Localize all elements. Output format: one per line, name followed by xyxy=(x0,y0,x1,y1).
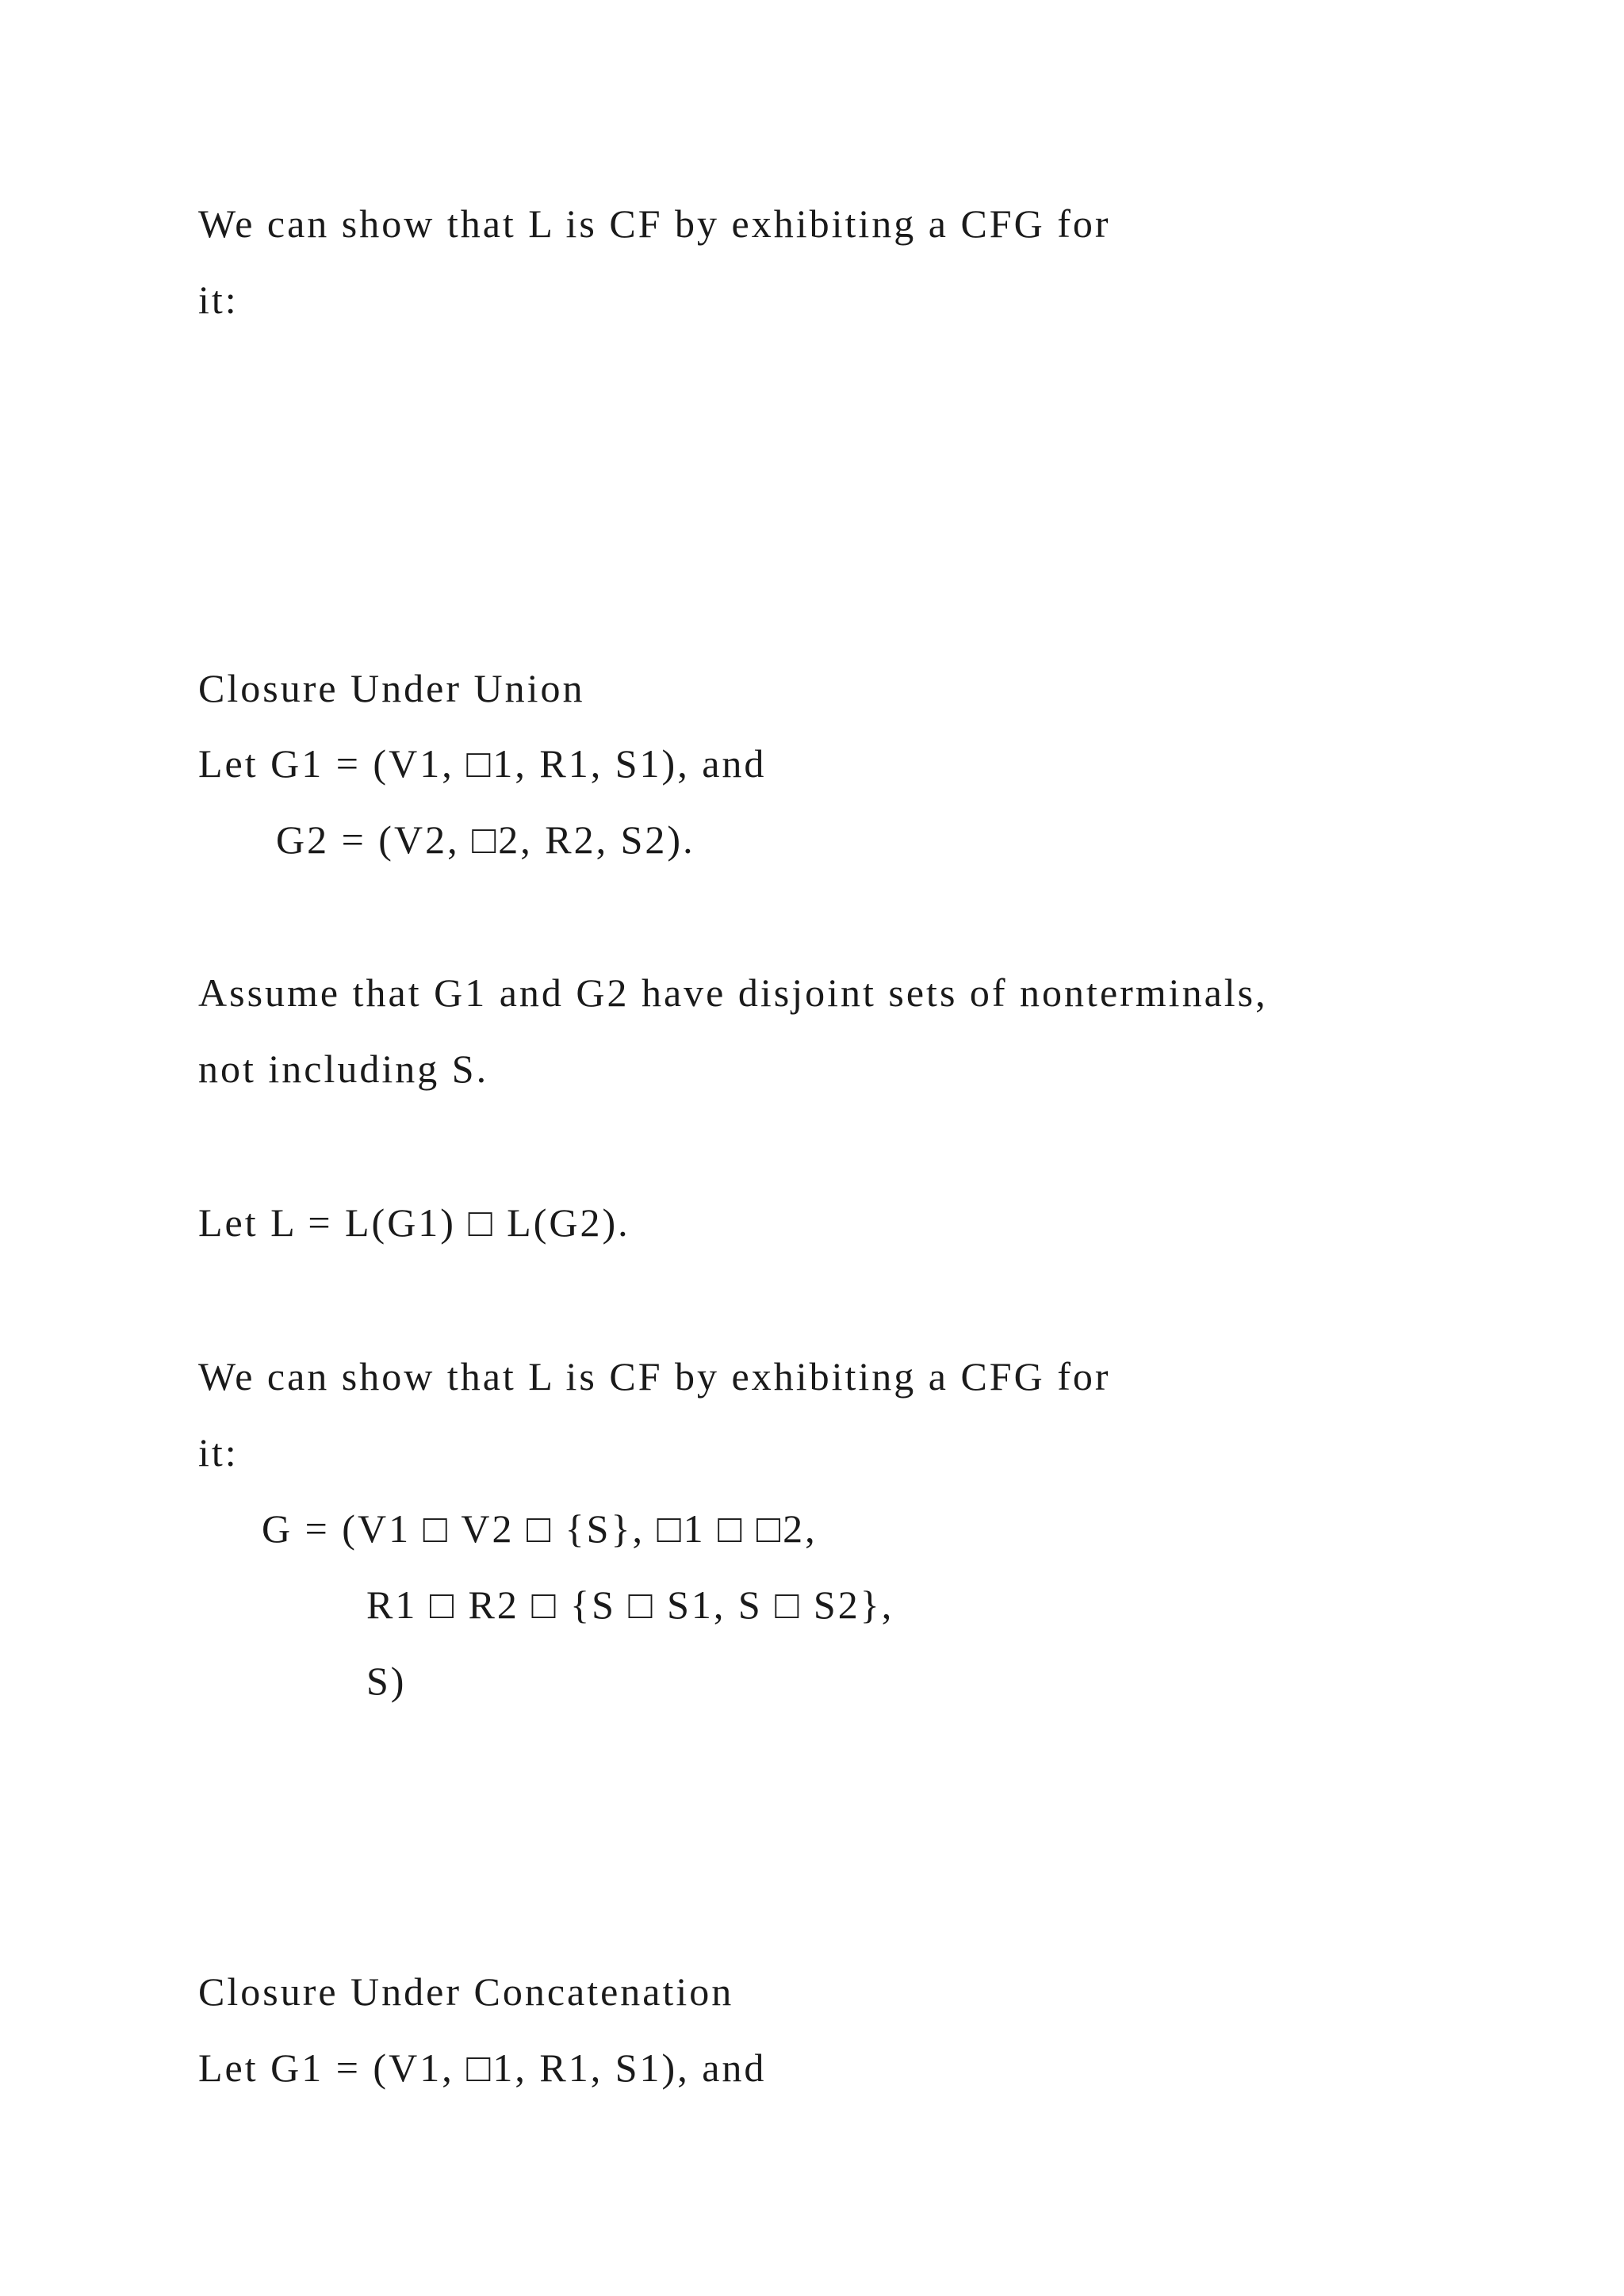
text-line-grammar-rules: R1 □ R2 □ {S □ S1, S □ S2}, xyxy=(366,1582,894,1627)
text-line-assume: Assume that G1 and G2 have disjoint sets of nonterminals, xyxy=(198,970,1268,1015)
section-heading-union: Closure Under Union xyxy=(198,666,585,710)
text-line-let-l: Let L = L(G1) □ L(G2). xyxy=(198,1200,630,1245)
text-line-grammar-g: G = (V1 □ V2 □ {S}, □1 □ □2, xyxy=(262,1506,818,1551)
section-heading-concatenation: Closure Under Concatenation xyxy=(198,1969,734,2014)
text-line-show: We can show that L is CF by exhibiting a CFG for xyxy=(198,1354,1111,1399)
text-line-intro-cont: it: xyxy=(198,277,239,322)
text-line-let-g1: Let G1 = (V1, □1, R1, S1), and xyxy=(198,741,767,786)
text-line-show-cont: it: xyxy=(198,1430,239,1475)
text-line-intro: We can show that L is CF by exhibiting a CFG for xyxy=(198,201,1111,246)
text-line-g2: G2 = (V2, □2, R2, S2). xyxy=(276,817,695,862)
text-line-let-g1-concat: Let G1 = (V1, □1, R1, S1), and xyxy=(198,2045,767,2090)
text-line-grammar-start: S) xyxy=(366,1659,407,1703)
text-line-assume-cont: not including S. xyxy=(198,1047,489,1091)
